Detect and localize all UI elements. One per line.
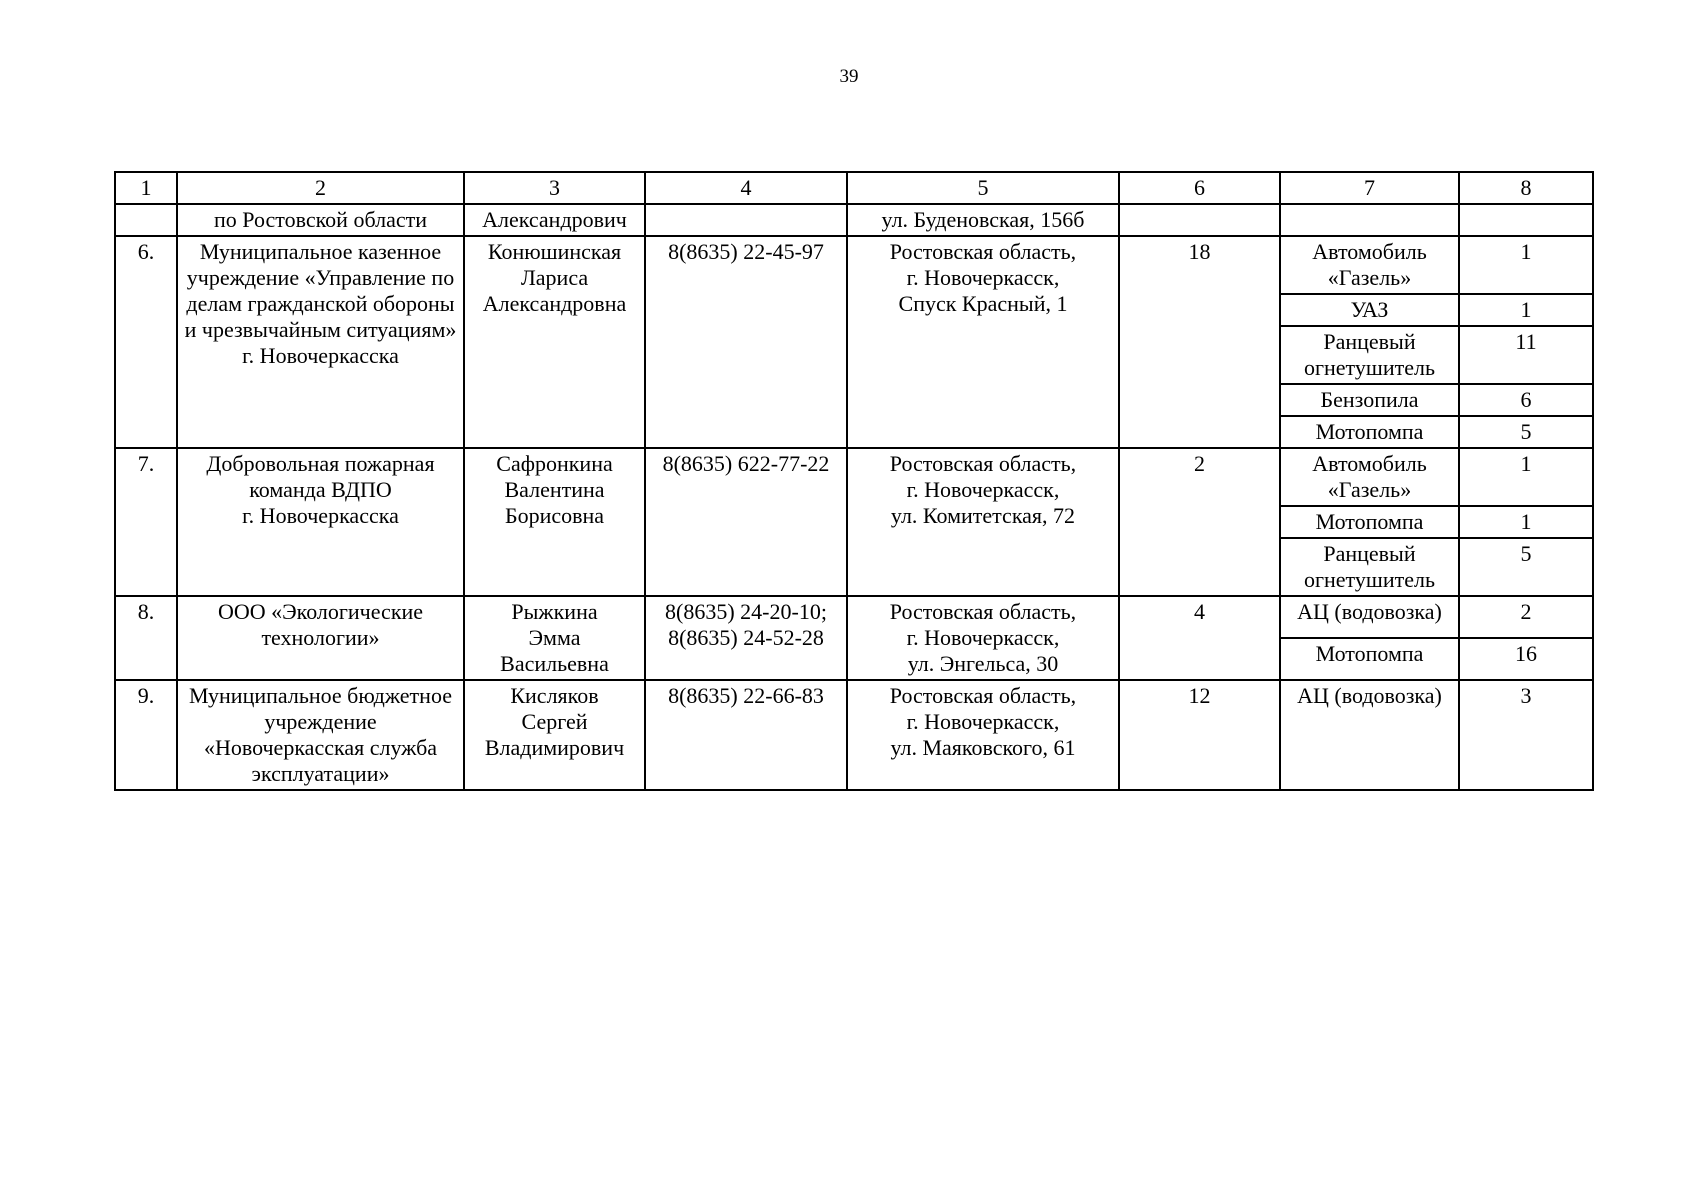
table-row: [115, 680, 1593, 790]
cell-quantity: 6: [1459, 384, 1593, 416]
cell-quantity: 5: [1459, 416, 1593, 448]
cell-equipment: Мотопомпа: [1280, 638, 1459, 680]
cell-equipment: АЦ (водовозка): [1280, 596, 1459, 638]
cell-equipment: Мотопомпа: [1280, 416, 1459, 448]
cell-organization: Муниципальное бюджетное учреждение «Новочеркасская служба эксплуатации»: [177, 680, 464, 790]
cell-number: 8.: [115, 596, 177, 680]
cell-staff: 2: [1119, 448, 1280, 596]
cell-phone: 8(8635) 22-45-97: [645, 236, 847, 448]
cell-address: Ростовская область, г. Новочеркасск, ул. Комитетская, 72: [847, 448, 1119, 596]
cell-quantity: 5: [1459, 538, 1593, 596]
cell-organization: по Ростовской области: [177, 204, 464, 236]
page-number: 39: [839, 66, 859, 87]
cell-phone: 8(8635) 622-77-22: [645, 448, 847, 596]
cell-equipment: [1280, 204, 1459, 236]
table-row: [115, 448, 1593, 506]
cell-address: ул. Буденовская, 156б: [847, 204, 1119, 236]
cell-number: 7.: [115, 448, 177, 596]
cell-phone: 8(8635) 24-20-10; 8(8635) 24-52-28: [645, 596, 847, 680]
cell-quantity: 3: [1459, 680, 1593, 790]
cell-quantity: 2: [1459, 596, 1593, 638]
cell-staff: 12: [1119, 680, 1280, 790]
cell-equipment: Бензопила: [1280, 384, 1459, 416]
cell-head: Конюшинская Лариса Александровна: [464, 236, 645, 448]
cell-quantity: 1: [1459, 236, 1593, 294]
cell-equipment: Мотопомпа: [1280, 506, 1459, 538]
header-cell: 7: [1280, 172, 1459, 204]
cell-staff: 18: [1119, 236, 1280, 448]
equipment-table: [114, 171, 1594, 791]
table-row: [115, 596, 1593, 638]
cell-equipment: Автомобиль «Газель»: [1280, 448, 1459, 506]
cell-quantity: 1: [1459, 506, 1593, 538]
cell-quantity: [1459, 204, 1593, 236]
cell-equipment: АЦ (водовозка): [1280, 680, 1459, 790]
cell-head: Кисляков Сергей Владимирович: [464, 680, 645, 790]
header-cell: 3: [464, 172, 645, 204]
cell-address: Ростовская область, г. Новочеркасск, ул. Энгельса, 30: [847, 596, 1119, 680]
continuation-row: [115, 204, 1593, 236]
cell-organization: Добровольная пожарная команда ВДПО г. Новочеркасска: [177, 448, 464, 596]
cell-equipment: Автомобиль «Газель»: [1280, 236, 1459, 294]
cell-quantity: 16: [1459, 638, 1593, 680]
cell-number: 6.: [115, 236, 177, 448]
cell-address: Ростовская область, г. Новочеркасск, ул. Маяковского, 61: [847, 680, 1119, 790]
header-cell: 4: [645, 172, 847, 204]
cell-address: Ростовская область, г. Новочеркасск, Спуск Красный, 1: [847, 236, 1119, 448]
header-row: [115, 172, 1593, 204]
header-cell: 5: [847, 172, 1119, 204]
cell-head: Рыжкина Эмма Васильевна: [464, 596, 645, 680]
cell-quantity: 11: [1459, 326, 1593, 384]
header-cell: 6: [1119, 172, 1280, 204]
cell-head: Александрович: [464, 204, 645, 236]
header-cell: 2: [177, 172, 464, 204]
cell-organization: Муниципальное казенное учреждение «Управление по делам гражданской обороны и чрезвычайным ситуациям» г. Новочеркасска: [177, 236, 464, 448]
cell-staff: [1119, 204, 1280, 236]
cell-number: [115, 204, 177, 236]
cell-quantity: 1: [1459, 448, 1593, 506]
cell-quantity: 1: [1459, 294, 1593, 326]
cell-staff: 4: [1119, 596, 1280, 680]
cell-equipment: Ранцевый огнетушитель: [1280, 538, 1459, 596]
cell-phone: 8(8635) 22-66-83: [645, 680, 847, 790]
table-body: [115, 172, 1593, 790]
cell-head: Сафронкина Валентина Борисовна: [464, 448, 645, 596]
header-cell: 8: [1459, 172, 1593, 204]
cell-equipment: УАЗ: [1280, 294, 1459, 326]
header-cell: 1: [115, 172, 177, 204]
cell-organization: ООО «Экологические технологии»: [177, 596, 464, 680]
table-row: [115, 236, 1593, 294]
cell-phone: [645, 204, 847, 236]
cell-equipment: Ранцевый огнетушитель: [1280, 326, 1459, 384]
cell-number: 9.: [115, 680, 177, 790]
